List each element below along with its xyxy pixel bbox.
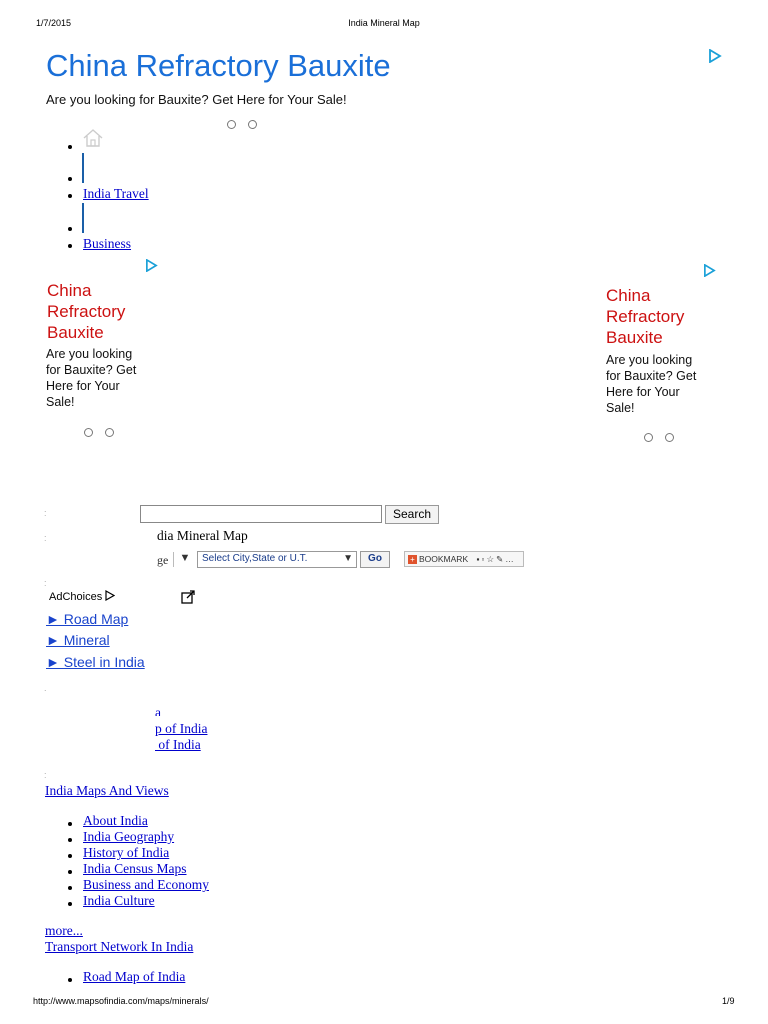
right-ad-title-line: China [606,286,651,305]
left-ad-desc-line: for Bauxite? Get [46,363,137,377]
more-link[interactable]: more... [45,923,83,938]
right-ad-desc-line: Here for Your [606,385,680,399]
top-ad-pager[interactable] [227,116,269,134]
nav-item-india-travel[interactable]: India Travel [83,186,149,201]
left-edge-mark: . [44,683,47,693]
left-ad-title[interactable] [47,280,125,343]
search-input[interactable] [140,505,382,523]
left-ad-desc-line: Sale! [46,395,75,409]
list-item[interactable]: About India [83,813,148,828]
left-ad-pager[interactable] [84,424,126,442]
list-item[interactable]: India Geography [83,829,175,844]
ad-link-steel-in-india[interactable]: ► Steel in India [46,654,145,670]
language-select-fragment[interactable]: ge [157,553,169,567]
list-item[interactable]: History of India [83,845,170,860]
left-edge-mark: : [44,770,47,780]
chevron-down-icon: ▼ [343,553,353,564]
left-ad-desc-line: Here for Your [46,379,120,393]
print-page-number: 1/9 [722,996,735,1006]
ad-link-mineral[interactable]: ► Mineral [46,632,110,648]
right-ad-desc-line: for Bauxite? Get [606,369,697,383]
left-ad-title-line: China [47,281,92,300]
list-item[interactable]: India Census Maps [83,861,187,876]
city-state-select-label: Select City,State or U.T. [202,553,308,564]
pager-dot[interactable] [105,428,114,437]
adchoices-icon[interactable] [703,264,716,282]
print-date: 1/7/2015 [36,18,72,28]
partial-link[interactable]: of India [155,737,201,752]
home-icon[interactable] [82,128,104,153]
left-ad-title-line: Bauxite [47,323,104,342]
right-ad-description [606,352,696,416]
adchoices-icon [105,590,115,601]
top-ad-description: Are you looking for Bauxite? Get Here for Your Sale! [46,92,347,107]
pager-dot[interactable] [248,120,257,129]
left-ad-description [46,346,136,410]
nav-divider [82,153,84,183]
adchoices-icon[interactable] [708,49,722,68]
pager-dot[interactable] [84,428,93,437]
plus-icon: + [408,555,417,564]
right-ad-title[interactable] [606,285,684,348]
go-button[interactable]: Go [360,551,390,568]
right-ad-desc-line: Are you looking [606,353,693,367]
language-dropdown-arrow[interactable]: ▼ [173,552,196,567]
left-edge-mark: : [44,578,47,588]
right-ad-title-line: Refractory [606,307,685,326]
right-ad-desc-line: Sale! [606,401,635,415]
ad-link-road-map[interactable]: ► Road Map [46,611,129,627]
print-url: http://www.mapsofindia.com/maps/minerals/ [33,996,209,1006]
partial-link[interactable]: p of India [155,721,208,736]
nav-item-business[interactable]: Business [83,236,132,251]
pager-dot[interactable] [665,433,674,442]
breadcrumb: dia Mineral Map [157,528,248,543]
section-heading-india-maps[interactable]: India Maps And Views [45,783,169,798]
nav-divider [82,203,84,233]
search-button[interactable]: Search [385,505,439,524]
pager-dot[interactable] [227,120,236,129]
section-heading-transport[interactable]: Transport Network In India [45,939,194,954]
partial-link[interactable]: a [155,705,161,716]
list-item[interactable]: Business and Economy [83,877,209,892]
adchoices-text: AdChoices [49,591,103,603]
top-ad-title[interactable]: China Refractory Bauxite [46,48,391,83]
bookmark-button[interactable] [404,551,524,567]
print-title: India Mineral Map [348,18,420,28]
right-ad-title-line: Bauxite [606,328,663,347]
list-item[interactable]: India Culture [83,893,155,908]
left-ad-desc-line: Are you looking [46,347,133,361]
left-ad-title-line: Refractory [47,302,126,321]
share-icons: ▪▫☆✎… [476,554,516,564]
list-item[interactable]: Road Map of India [83,969,186,984]
external-link-icon[interactable] [181,590,195,609]
bookmark-label: BOOKMARK [419,554,469,564]
right-ad-pager[interactable] [644,429,686,447]
left-edge-mark: : [44,508,47,518]
adchoices-label[interactable] [49,590,115,603]
pager-dot[interactable] [644,433,653,442]
city-state-select[interactable] [197,551,357,568]
adchoices-icon[interactable] [145,259,158,277]
left-edge-mark: : [44,533,47,543]
